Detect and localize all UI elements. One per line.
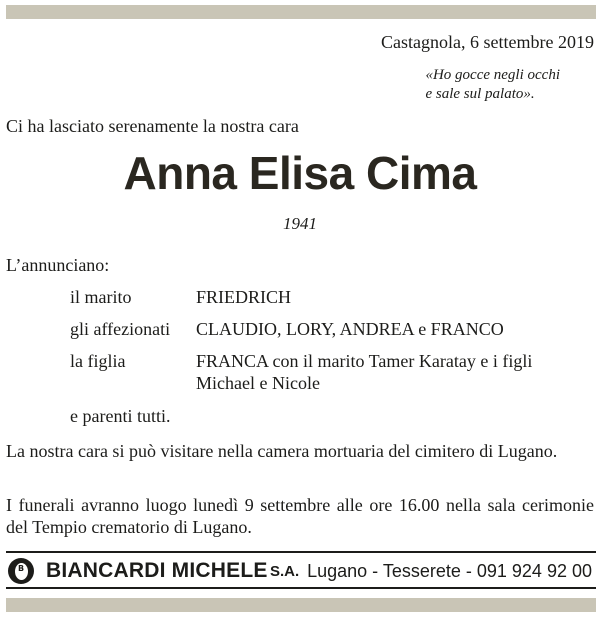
funeral-home-footer [6,557,596,585]
relative-names: FRANCA con il marito Tamer Karatay e i figli Michael e Nicole [196,351,533,393]
quote-line-2: e sale sul palato». [425,86,535,102]
top-decorative-bar [6,5,596,19]
company-suffix: S.A. [270,563,300,580]
relative-role: gli affezionati [70,319,171,339]
quote-line-1: «Ho gocce negli occhi [425,67,560,83]
footer-divider-bottom [6,587,596,589]
relative-role: il marito [70,287,132,307]
deceased-name: Anna Elisa Cima [123,147,477,199]
announce-label: L’annunciano: [6,255,110,275]
relative-role: la figlia [70,351,126,371]
footer-divider-top [6,551,596,553]
epigraph-quote [425,66,560,104]
company-contact: Lugano - Tesserete - 091 924 92 00 [307,561,592,581]
relative-names: CLAUDIO, LORY, ANDREA e FRANCO [196,319,504,339]
relative-names: FRIEDRICH [196,287,292,307]
parents-line: e parenti tutti. [70,406,171,426]
visitation-paragraph: La nostra cara si può visitare nella camera mortuaria del cimitero di Lugano. [6,441,558,461]
intro-text: Ci ha lasciato serenamente la nostra cara [6,116,299,136]
logo-letter: B [17,564,25,573]
birth-year: 1941 [283,214,317,233]
company-name: BIANCARDI MICHELE [46,559,268,582]
funeral-home-logo-icon [8,558,34,584]
bottom-decorative-bar [6,598,596,612]
place-date: Castagnola, 6 settembre 2019 [381,32,594,52]
funeral-paragraph: I funerali avranno luogo lunedì 9 settembre alle ore 16.00 nella sala cerimonie del Tempio crematorio di Lugano. [6,495,594,537]
